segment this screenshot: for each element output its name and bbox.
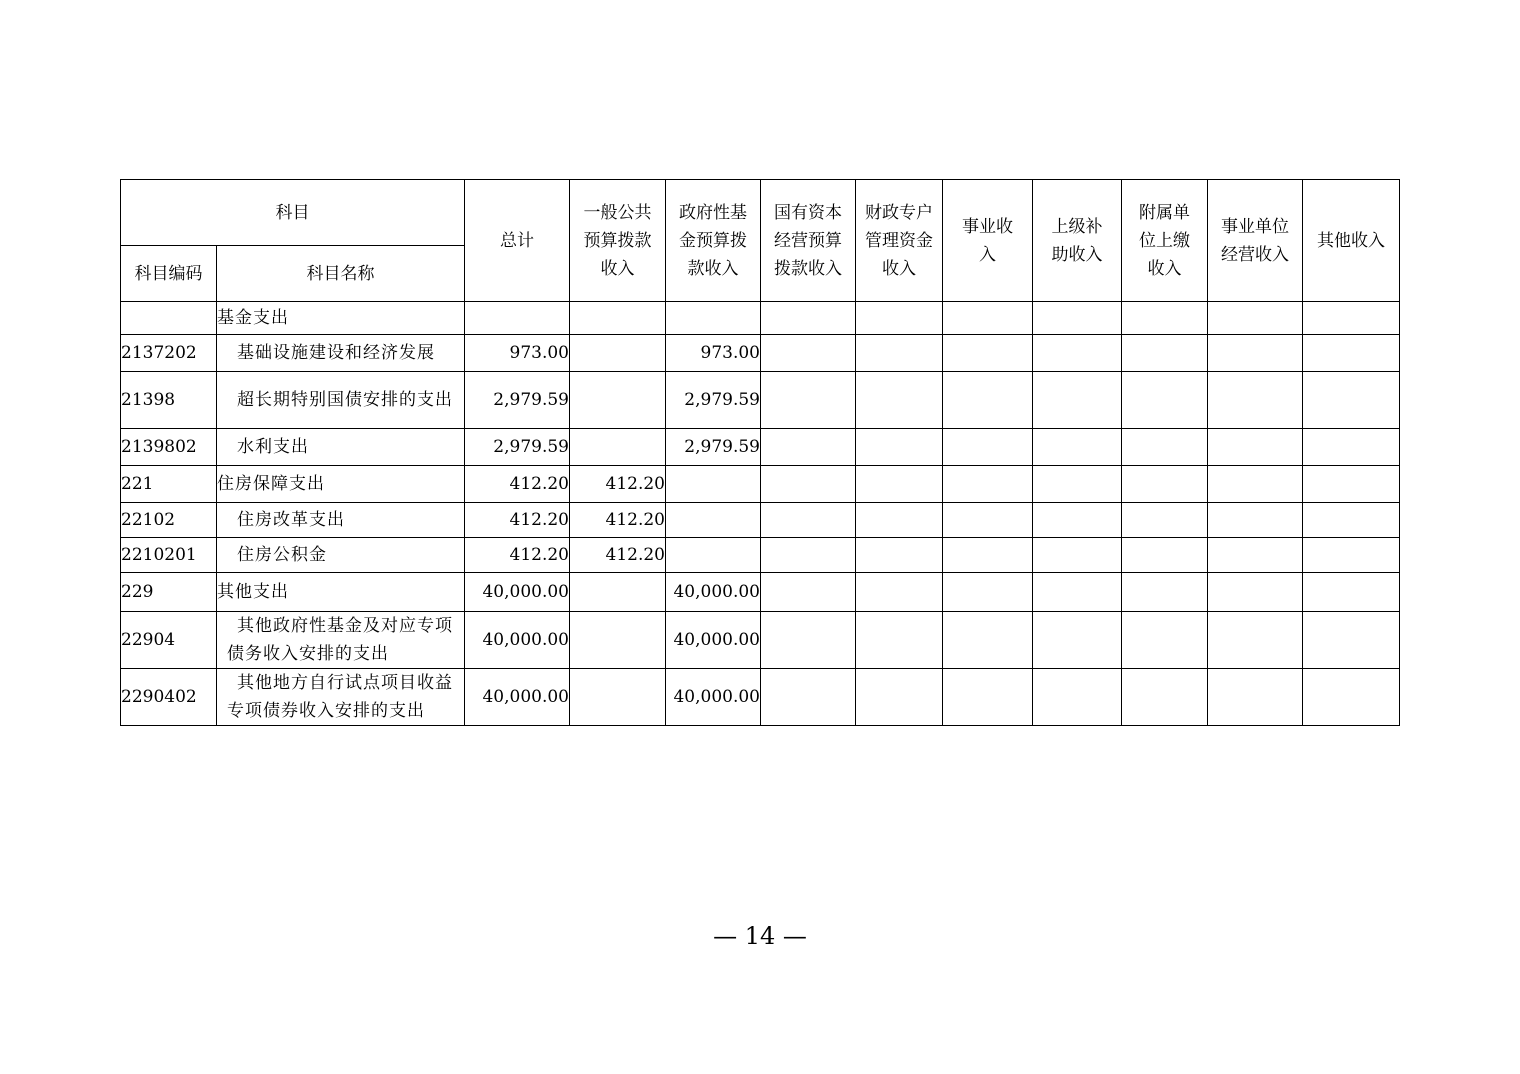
- row-total: 40,000.00: [465, 669, 570, 726]
- row-general: [570, 669, 666, 726]
- header-subject: 科目: [121, 180, 465, 246]
- row-code: 2290402: [121, 669, 217, 726]
- row-general: [570, 573, 666, 612]
- row-name: 住房保障支出: [217, 466, 465, 503]
- row-code: 22904: [121, 612, 217, 669]
- budget-table: [120, 179, 1400, 726]
- table-row: [121, 573, 1400, 612]
- header-fiscal-special: 财政专户管理资金收入: [856, 180, 943, 302]
- header-name: 科目名称: [217, 246, 465, 302]
- row-name: 住房公积金: [217, 538, 465, 573]
- row-name: 其他支出: [217, 573, 465, 612]
- row-fund: [666, 538, 761, 573]
- row-total: 412.20: [465, 503, 570, 538]
- table-row: [121, 669, 1400, 726]
- row-fund: 40,000.00: [666, 669, 761, 726]
- row-general: [570, 302, 666, 335]
- row-total: 2,979.59: [465, 372, 570, 429]
- row-name: 基础设施建设和经济发展: [217, 335, 465, 372]
- row-fund: 40,000.00: [666, 612, 761, 669]
- row-total: 40,000.00: [465, 573, 570, 612]
- page-number: — 14 —: [713, 922, 807, 950]
- table-row: [121, 335, 1400, 372]
- row-code: 221: [121, 466, 217, 503]
- row-name: 水利支出: [217, 429, 465, 466]
- row-total: 412.20: [465, 466, 570, 503]
- row-fund: [666, 503, 761, 538]
- table-row: [121, 302, 1400, 335]
- table-row: [121, 503, 1400, 538]
- row-code: 2139802: [121, 429, 217, 466]
- row-code: 2137202: [121, 335, 217, 372]
- row-name: 其他政府性基金及对应专项债务收入安排的支出: [217, 612, 465, 669]
- header-superior-subsidy: 上级补助收入: [1033, 180, 1122, 302]
- row-name: 住房改革支出: [217, 503, 465, 538]
- header-total: 总计: [465, 180, 570, 302]
- row-general: [570, 612, 666, 669]
- row-total: 973.00: [465, 335, 570, 372]
- row-fund: 40,000.00: [666, 573, 761, 612]
- row-total: [465, 302, 570, 335]
- row-fund: [666, 302, 761, 335]
- table-row: [121, 429, 1400, 466]
- table-row: [121, 538, 1400, 573]
- table-row: [121, 372, 1400, 429]
- row-name: 基金支出: [217, 302, 465, 335]
- row-general: 412.20: [570, 466, 666, 503]
- row-general: 412.20: [570, 538, 666, 573]
- row-code: 2210201: [121, 538, 217, 573]
- table-row: [121, 466, 1400, 503]
- header-affiliated: 附属单位上缴收入: [1122, 180, 1208, 302]
- row-general: [570, 335, 666, 372]
- header-other: 其他收入: [1303, 180, 1400, 302]
- row-total: 2,979.59: [465, 429, 570, 466]
- row-total: 412.20: [465, 538, 570, 573]
- row-code: 229: [121, 573, 217, 612]
- row-total: 40,000.00: [465, 612, 570, 669]
- row-general: 412.20: [570, 503, 666, 538]
- row-name: 超长期特别国债安排的支出: [217, 372, 465, 429]
- row-code: 21398: [121, 372, 217, 429]
- row-code: 22102: [121, 503, 217, 538]
- row-fund: 2,979.59: [666, 429, 761, 466]
- header-operating: 事业单位经营收入: [1208, 180, 1303, 302]
- header-general-budget: 一般公共预算拨款收入: [570, 180, 666, 302]
- header-code: 科目编码: [121, 246, 217, 302]
- row-general: [570, 429, 666, 466]
- header-business-income: 事业收入: [943, 180, 1033, 302]
- header-state-capital: 国有资本经营预算拨款收入: [761, 180, 856, 302]
- row-fund: [666, 466, 761, 503]
- row-name: 其他地方自行试点项目收益专项债券收入安排的支出: [217, 669, 465, 726]
- row-fund: 973.00: [666, 335, 761, 372]
- row-code: [121, 302, 217, 335]
- row-fund: 2,979.59: [666, 372, 761, 429]
- table-row: [121, 612, 1400, 669]
- header-gov-fund: 政府性基金预算拨款收入: [666, 180, 761, 302]
- row-general: [570, 372, 666, 429]
